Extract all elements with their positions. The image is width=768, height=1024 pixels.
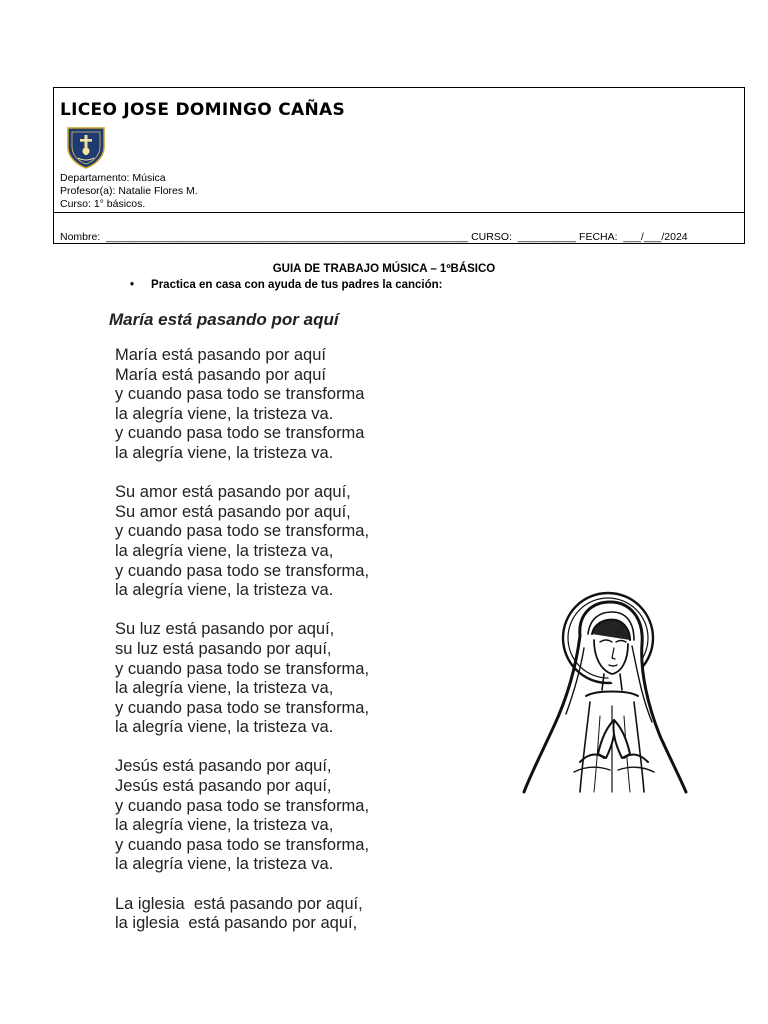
stanza-5 (115, 895, 369, 934)
lyric-line: Su amor está pasando por aquí, (115, 483, 351, 502)
lyric-line: la alegría viene, la tristeza va. (115, 718, 334, 737)
teacher-label: Profesor(a): Natalie Flores M. (60, 185, 198, 197)
lyric-line: la alegría viene, la tristeza va, (115, 541, 334, 560)
virgin-mary-illustration (520, 586, 690, 796)
course-label: Curso: 1° básicos. (60, 198, 146, 210)
stanza-1 (115, 346, 369, 464)
stanza-2 (115, 483, 369, 601)
header-box (53, 87, 745, 244)
department-label: Departamento: Música (60, 172, 166, 184)
lyric-line: María está pasando por aquí (115, 346, 326, 364)
lyric-line: y cuando pasa todo se transforma, (115, 659, 370, 678)
lyric-line: y cuando pasa todo se transforma, (115, 796, 370, 815)
lyric-line: Su luz está pasando por aquí, (115, 620, 335, 639)
school-name: LICEO JOSE DOMINGO CAÑAS (60, 100, 345, 120)
lyric-line: la iglesia está pasando por aquí, (115, 914, 358, 933)
lyric-line: su luz está pasando por aquí, (115, 639, 332, 658)
instruction-text: Practica en casa con ayuda de tus padres la canción: (151, 279, 443, 291)
stanza-4 (115, 757, 369, 875)
lyric-line: Su amor está pasando por aquí, (115, 502, 351, 521)
bullet-marker: • (130, 279, 135, 291)
lyric-line: y cuando pasa todo se transforma (115, 424, 365, 443)
song-title: María está pasando por aquí (109, 310, 339, 329)
guide-title: GUIA DE TRABAJO MÚSICA – 1ºBÁSICO (272, 263, 496, 275)
instruction-row (130, 279, 442, 291)
lyric-line: y cuando pasa todo se transforma, (115, 522, 370, 541)
lyric-line: Jesús está pasando por aquí, (115, 757, 332, 776)
lyric-line: y cuando pasa todo se transforma (115, 385, 365, 404)
lyric-line: la alegría viene, la tristeza va. (115, 855, 334, 874)
name-course-date-row: Nombre: ______________________________________________________________ CURSO: __________ FECHA: ___/___/2024 (60, 231, 688, 243)
lyric-line: la alegría viene, la tristeza va. (115, 443, 334, 462)
lyric-line: la alegría viene, la tristeza va. (115, 404, 334, 423)
header-divider (54, 212, 744, 213)
lyric-line: y cuando pasa todo se transforma, (115, 698, 370, 717)
song-lyrics (115, 346, 369, 953)
lyric-line: La iglesia está pasando por aquí, (115, 894, 363, 913)
lyric-line: y cuando pasa todo se transforma, (115, 561, 370, 580)
lyric-line: la alegría viene, la tristeza va. (115, 581, 334, 600)
school-crest-icon (64, 125, 108, 169)
lyric-line: la alegría viene, la tristeza va, (115, 816, 334, 835)
lyric-line: la alegría viene, la tristeza va, (115, 679, 334, 698)
stanza-3 (115, 620, 369, 738)
lyric-line: Jesús está pasando por aquí, (115, 777, 332, 796)
lyric-line: María está pasando por aquí (115, 365, 326, 384)
lyric-line: y cuando pasa todo se transforma, (115, 835, 370, 854)
